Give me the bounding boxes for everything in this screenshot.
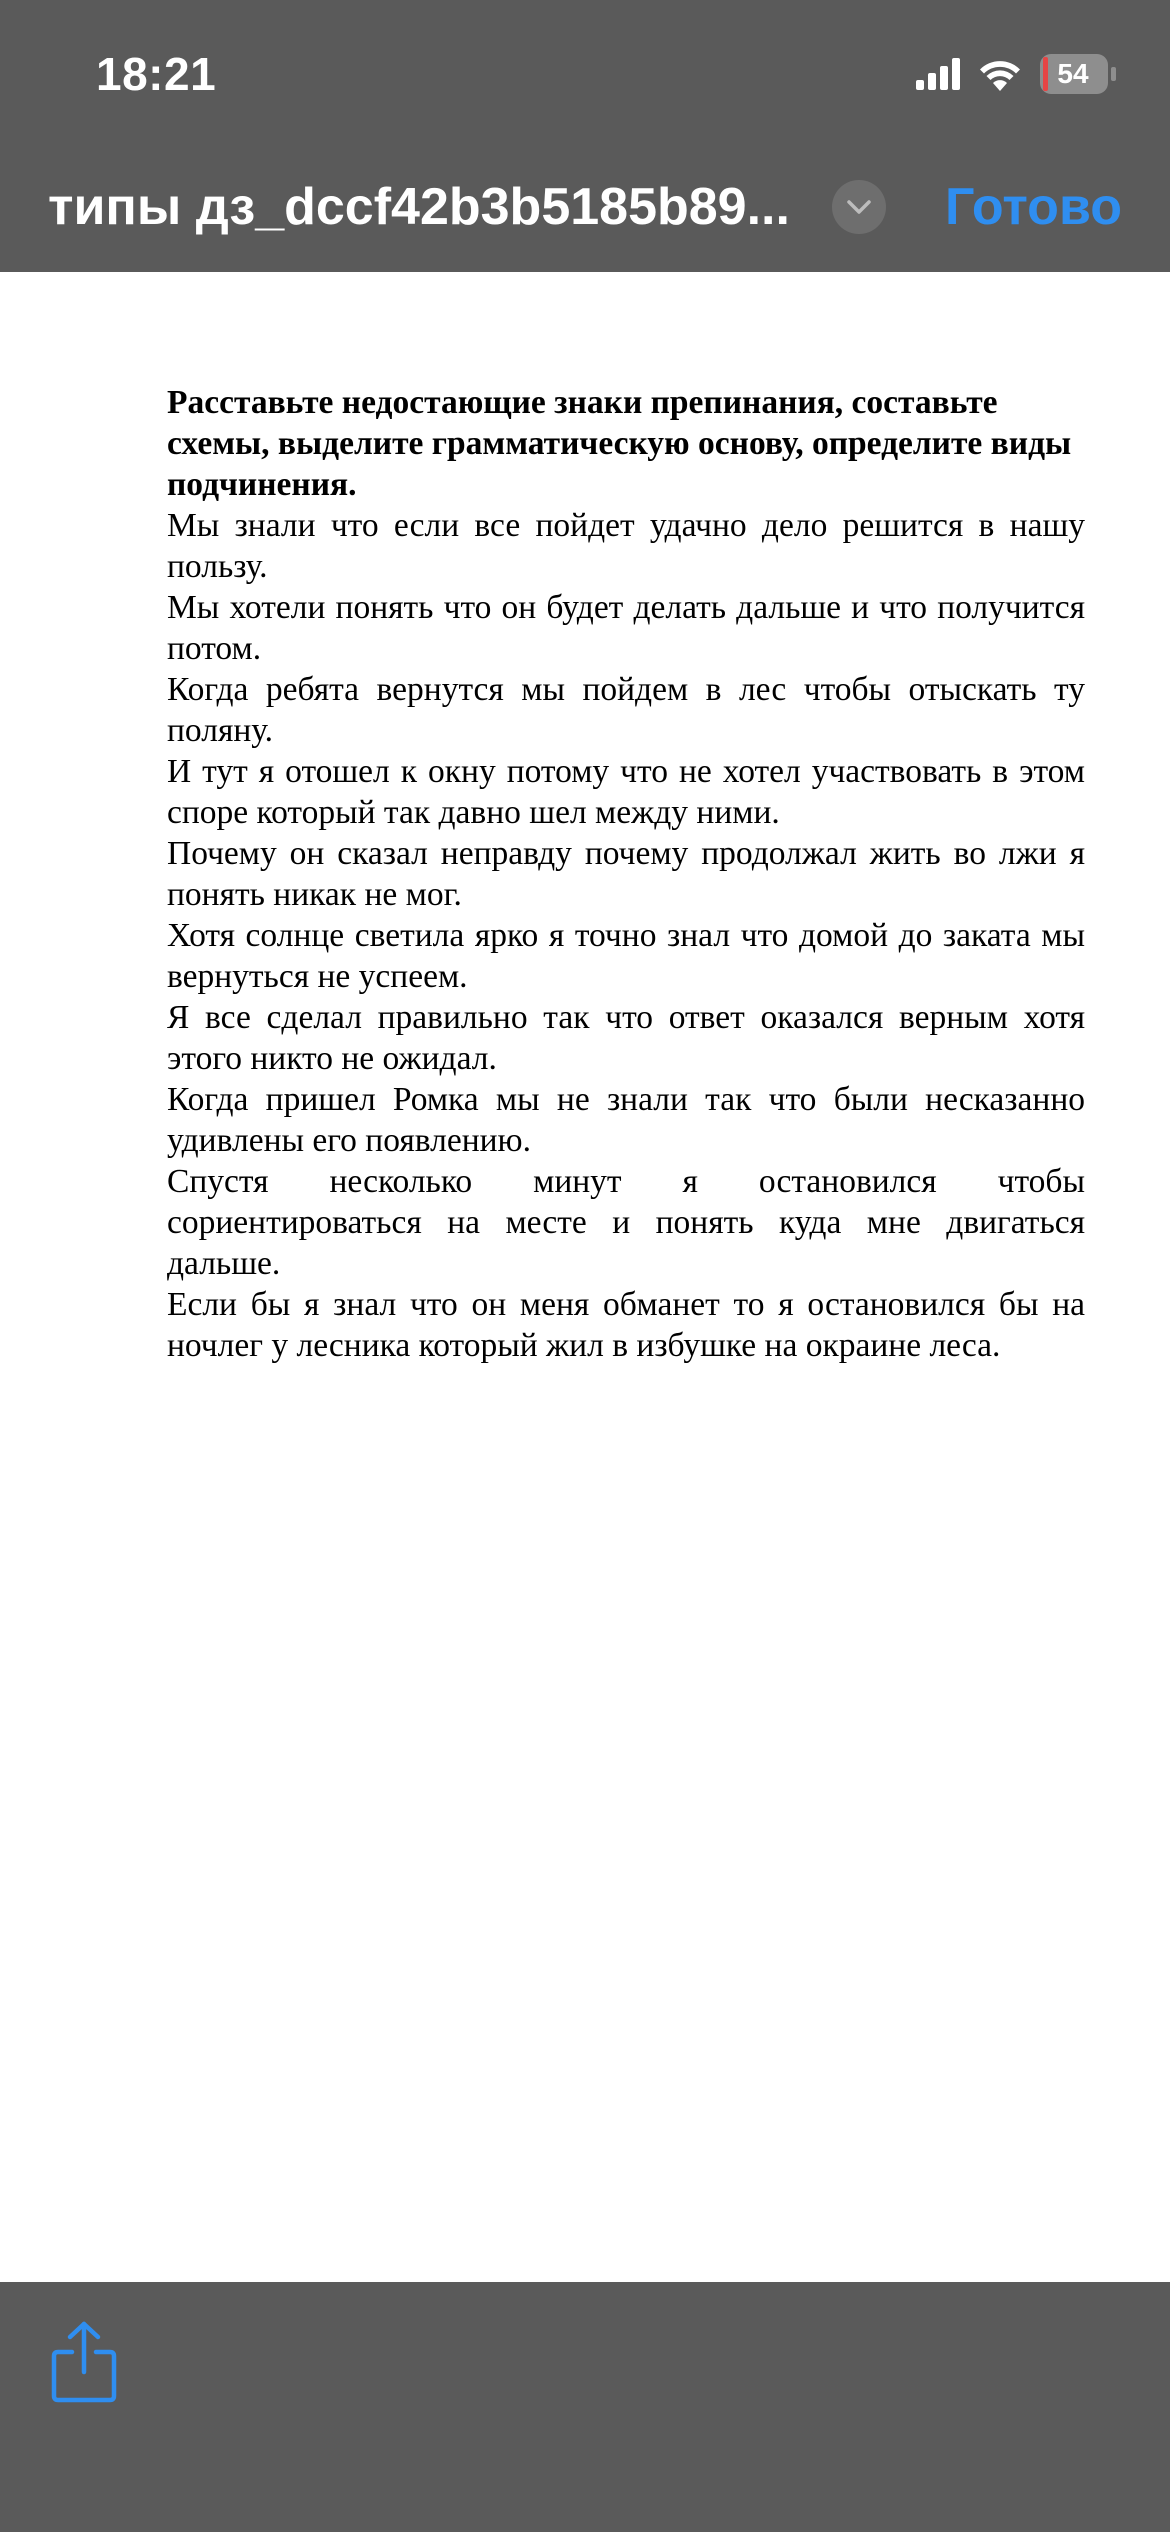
sentence: Почему он сказал неправду почему продолжал жить во лжи я понять никак не мог.	[167, 835, 1085, 913]
sentence: Если бы я знал что он меня обманет то я остановился бы на ночлег у лесника который жил в избушке на окраине леса.	[167, 1286, 1085, 1364]
bottom-toolbar	[0, 2282, 1170, 2532]
wifi-icon	[978, 57, 1022, 91]
sentence: Мы знали что если все пойдет удачно дело решится в нашу пользу.	[167, 507, 1085, 585]
sentence: Когда ребята вернутся мы пойдем в лес чтобы отыскать ту поляну.	[167, 671, 1085, 749]
title-menu-button[interactable]	[832, 180, 886, 234]
task-heading: Расставьте недостающие знаки препинания, составьте схемы, выделите грамматическую основу, определите виды подчинения.	[167, 384, 1072, 503]
cellular-signal-icon	[916, 58, 960, 90]
sentence: Мы хотели понять что он будет делать дальше и что получится потом.	[167, 589, 1085, 667]
sentence: Хотя солнце светила ярко я точно знал что домой до заката мы вернуться не успеем.	[167, 917, 1085, 995]
sentence: Когда пришел Ромка мы не знали так что были несказанно удивлены его появлению.	[167, 1081, 1085, 1159]
status-time: 18:21	[96, 48, 217, 100]
battery-indicator	[1040, 54, 1116, 94]
share-icon	[48, 2320, 120, 2404]
battery-percent: 54	[1057, 58, 1089, 89]
status-indicators	[916, 52, 1116, 96]
done-button[interactable]: Готово	[945, 178, 1122, 236]
sentence: Я все сделал правильно так что ответ оказался верным хотя этого никто не ожидал.	[167, 999, 1085, 1077]
top-bar	[0, 0, 1170, 272]
sentence: Спустя несколько минут я остановился чтобы сориентироваться на месте и понять куда мне двигаться дальше.	[167, 1163, 1085, 1282]
chevron-down-icon	[846, 199, 872, 215]
document-title: типы дз_dccf42b3b5185b89...	[48, 178, 790, 236]
share-button[interactable]	[48, 2320, 120, 2404]
document-body	[167, 382, 1085, 1366]
sentence: И тут я отошел к окну потому что не хотел участвовать в этом споре который так давно шел между ними.	[167, 753, 1085, 831]
